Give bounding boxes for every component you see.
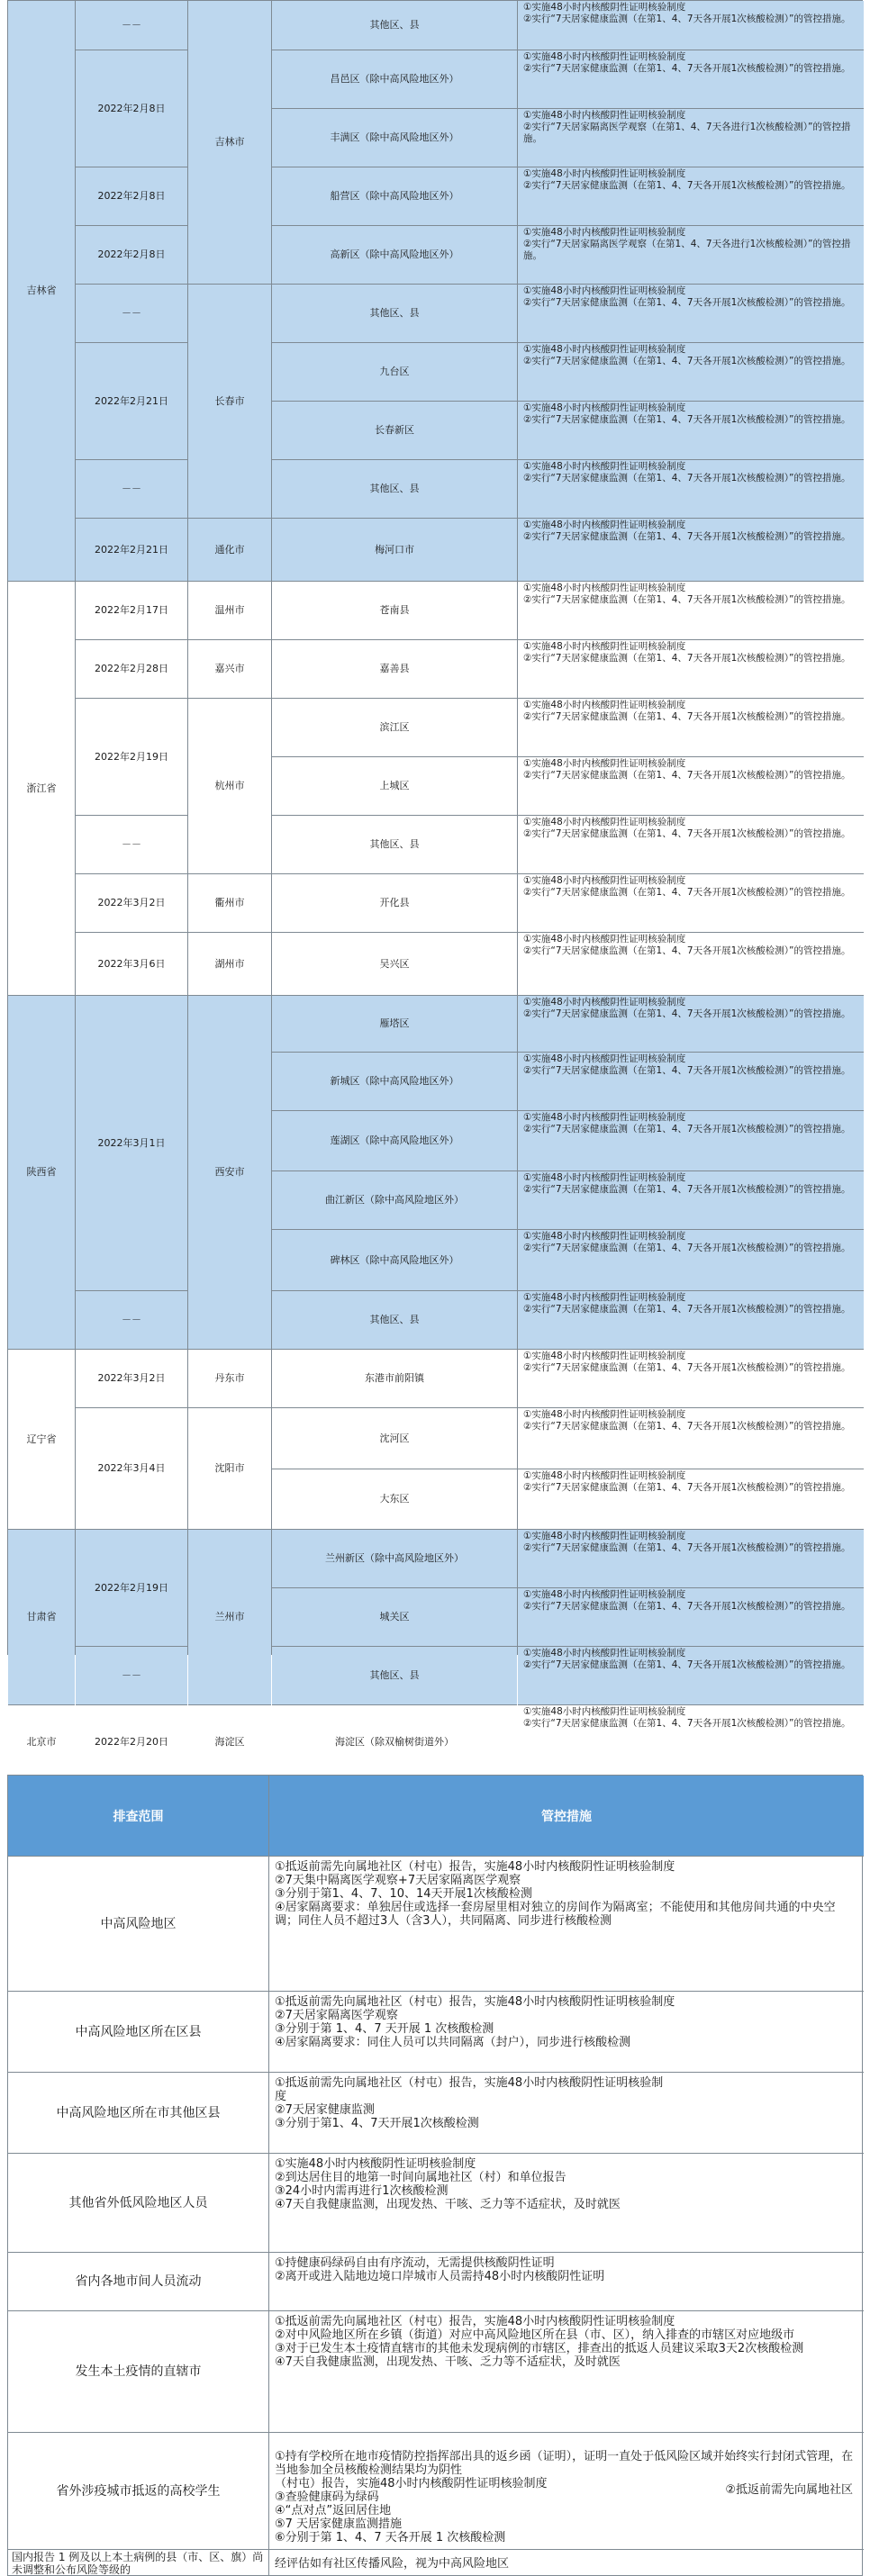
district-cell: 沈河区 (272, 1408, 517, 1469)
date-cell: 2022年2月28日 (76, 640, 187, 699)
district-cell: 九台区 (272, 343, 517, 402)
province-cell: 辽宁省 (8, 1350, 75, 1530)
district-cell: 丰满区（除中高风险地区外） (272, 109, 517, 167)
measure-cell: ①实施48小时内核酸阴性证明核验制度 ②实行“7天居家健康监测（在第1、4、7天各开展1次核酸检测）”的管控措施。 (518, 1111, 864, 1171)
district-cell: 其他区、县 (272, 1647, 517, 1705)
district-cell: 梅河口市 (272, 519, 517, 582)
province-cell: 浙江省 (8, 582, 75, 996)
date-cell: 2022年2月8日 (76, 50, 187, 167)
measure-cell: ①实施48小时内核酸阴性证明核验制度 ②实行“7天居家健康监测（在第1、4、7天各开展1次核酸检测）”的管控措施。 (518, 699, 864, 757)
district-cell: 海淀区（除双榆树街道外） (272, 1705, 517, 1779)
measure-cell: ①实施48小时内核酸阴性证明核验制度 ②实行“7天居家健康监测（在第1、4、7天各开展1次核酸检测）”的管控措施。 (518, 582, 864, 640)
city-cell: 海淀区 (188, 1705, 271, 1779)
scope-cell: 省内各地市间人员流动 (8, 2253, 269, 2311)
date-cell: 2022年3月2日 (76, 1350, 187, 1408)
measure-cell: ①实施48小时内核酸阴性证明核验制度 ②实行“7天居家健康监测（在第1、4、7天各开展1次核酸检测）”的管控措施。 (518, 1350, 864, 1408)
city-cell: 长春市 (188, 285, 271, 519)
date-cell: －－ (76, 1291, 187, 1350)
date-cell: 2022年2月17日 (76, 582, 187, 640)
city-cell: 通化市 (188, 519, 271, 582)
district-cell: 其他区、县 (272, 1, 517, 50)
province-column (8, 1, 76, 1748)
measure-cell: ①实施48小时内核酸阴性证明核验制度 ②实行“7天居家健康监测（在第1、4、7天各开展1次核酸检测）”的管控措施。 (518, 1469, 864, 1530)
measure-cell: ①实施48小时内核酸阴性证明核验制度 ②实行“7天居家健康监测（在第1、4、7天各开展1次核酸检测）”的管控措施。 (518, 640, 864, 699)
city-cell: 吉林市 (188, 1, 271, 285)
district-cell: 其他区、县 (272, 1291, 517, 1350)
measure-column (518, 1, 864, 1729)
measure-cell: ①实施48小时内核酸阴性证明核验制度 ②实行“7天居家健康监测（在第1、4、7天各开展1次核酸检测）”的管控措施。 (518, 1408, 864, 1469)
date-cell: －－ (76, 285, 187, 343)
measure-cell: ①实施48小时内核酸阴性证明核验制度 ②实行“7天居家健康监测（在第1、4、7天各开展1次核酸检测）”的管控措施。 (518, 285, 864, 343)
date-cell: －－ (76, 1647, 187, 1705)
measure-cell: ①实施48小时内核酸阴性证明核验制度 ②实行“7天居家健康监测（在第1、4、7天各开展1次核酸检测）”的管控措施。 (518, 757, 864, 816)
district-cell: 开化县 (272, 874, 517, 933)
measure-cell: ①实施48小时内核酸阴性证明核验制度 ②实行“7天居家健康监测（在第1、4、7天各开展1次核酸检测）”的管控措施。 (518, 343, 864, 402)
district-column (272, 1, 518, 1748)
measure-cell: ①实施48小时内核酸阴性证明核验制度 ②实行“7天居家健康监测（在第1、4、7天各开展1次核酸检测）”的管控措施。 (518, 933, 864, 996)
date-column (76, 1, 188, 1748)
district-cell: 东港市前阳镇 (272, 1350, 517, 1408)
measure-aside: ②抵返前需先向属地社区 (725, 2483, 853, 2497)
measure-cell: ①实施48小时内核酸阴性证明核验制度 ②实行“7天居家健康监测（在第1、4、7天各开展1次核酸检测）”的管控措施。 (518, 1530, 864, 1588)
district-cell: 城关区 (272, 1588, 517, 1647)
district-cell: 长春新区 (272, 402, 517, 460)
date-cell: 2022年2月8日 (76, 167, 187, 226)
date-cell: 2022年2月21日 (76, 519, 187, 582)
city-cell: 温州市 (188, 582, 271, 640)
province-cell: 北京市 (8, 1705, 75, 1779)
date-cell: 2022年2月21日 (76, 343, 187, 460)
scope-cell: 省外涉疫城市抵返的高校学生 (8, 2433, 269, 2550)
measure-cell: ①抵返前需先向属地社区（村屯）报告，实施48小时内核酸阴性证明核验制 度 ②7天居家健康监测 ③分别于第1、4、7天开展1次核酸检测 (269, 2073, 864, 2154)
measure-cell: ①实施48小时内核酸阴性证明核验制度 ②实行“7天居家健康监测（在第1、4、7天各开展1次核酸检测）”的管控措施。 (518, 1291, 864, 1350)
date-cell: 2022年3月2日 (76, 874, 187, 933)
district-cell: 船营区（除中高风险地区外） (272, 167, 517, 226)
city-cell: 丹东市 (188, 1350, 271, 1408)
date-cell: 2022年2月19日 (76, 1530, 187, 1647)
district-cell: 新城区（除中高风险地区外） (272, 1053, 517, 1111)
district-cell: 苍南县 (272, 582, 517, 640)
district-cell: 滨江区 (272, 699, 517, 757)
district-cell: 大东区 (272, 1469, 517, 1530)
date-cell: －－ (76, 460, 187, 519)
measure-cell: ①实施48小时内核酸阴性证明核验制度 ②实行“7天居家健康监测（在第1、4、7天各开展1次核酸检测）”的管控措施。 (518, 816, 864, 874)
measure-cell: ①抵返前需先向属地社区（村屯）报告，实施48小时内核酸阴性证明核验制度 ②对中风险地区所在乡镇（街道）对应中高风险地区所在县（市、区），纳入排查的市辖区对应地级市 ③对于已发生本土疫情直辖市的其他未发现病例的市辖区，排查出的抵返人员建议采取3天2次核酸检测 ④7天自我健康监测，出现发热、干咳、乏力等不适症状，及时就医 (269, 2311, 864, 2433)
city-cell: 杭州市 (188, 699, 271, 874)
measure-cell: ①实施48小时内核酸阴性证明核验制度 ②实行“7天居家健康监测（在第1、4、7天各开展1次核酸检测）”的管控措施。 (518, 402, 864, 460)
date-cell: 2022年2月19日 (76, 699, 187, 816)
district-cell: 碑林区（除中高风险地区外） (272, 1230, 517, 1291)
city-cell: 兰州市 (188, 1530, 271, 1705)
scope-cell: 发生本土疫情的直辖市 (8, 2311, 269, 2433)
measure-cell: ①实施48小时内核酸阴性证明核验制度 ②实行“7天居家健康监测（在第1、4、7天各开展1次核酸检测）”的管控措施。 (518, 1171, 864, 1230)
date-cell: 2022年3月4日 (76, 1408, 187, 1530)
date-cell: －－ (76, 816, 187, 874)
measures-header: 管控措施 (269, 1776, 864, 1857)
province-cell: 甘肃省 (8, 1530, 75, 1705)
measure-cell: ①实施48小时内核酸阴性证明核验制度 ②实行“7天居家隔离医学观察（在第1、4、7天各进行1次核酸检测）”的管控措施。 (518, 226, 864, 285)
screening-table (7, 1775, 863, 2576)
measure-cell: 经评估如有社区传播风险，视为中高风险地区 (275, 2557, 510, 2571)
scope-cell: 其他省外低风险地区人员 (8, 2154, 269, 2253)
district-cell: 上城区 (272, 757, 517, 816)
measure-cell: ①实施48小时内核酸阴性证明核验制度 ②实行“7天居家健康监测（在第1、4、7天各开展1次核酸检测）”的管控措施。 (518, 1705, 864, 1779)
city-column (188, 1, 272, 1748)
measure-cell: ①持健康码绿码自由有序流动，无需提供核酸阴性证明 ②离开或进入陆地边境口岸城市人员需持48小时内核酸阴性证明 (269, 2253, 864, 2311)
province-cell: 吉林省 (8, 1, 75, 582)
district-cell: 雁塔区 (272, 996, 517, 1053)
scope-cell: 中高风险地区所在区县 (8, 1992, 269, 2073)
city-cell: 沈阳市 (188, 1408, 271, 1530)
district-cell: 其他区、县 (272, 816, 517, 874)
measure-cell: ①抵返前需先向属地社区（村屯）报告，实施48小时内核酸阴性证明核验制度 ②7天集中隔离医学观察+7天居家隔离医学观察 ③分别于第1、4、7、10、14天开展1次核酸检测 ④居家隔离要求：单独居住或选择一套房屋里相对独立的房间作为隔离室；不能使用和其他房间共通的中央空调；同住人员不超过3人（含3人），共同隔离、同步进行核酸检测 (269, 1857, 864, 1992)
city-cell: 衢州市 (188, 874, 271, 933)
date-cell: 2022年3月6日 (76, 933, 187, 996)
district-cell: 高新区（除中高风险地区外） (272, 226, 517, 285)
city-cell: 湖州市 (188, 933, 271, 996)
city-cell: 嘉兴市 (188, 640, 271, 699)
province-cell: 陕西省 (8, 996, 75, 1350)
measure-cell: ①实施48小时内核酸阴性证明核验制度 ②实行“7天居家健康监测（在第1、4、7天各开展1次核酸检测）”的管控措施。 (518, 1230, 864, 1291)
district-cell: 莲湖区（除中高风险地区外） (272, 1111, 517, 1171)
district-cell: 吴兴区 (272, 933, 517, 996)
measure-cell (269, 2433, 864, 2550)
date-cell: 2022年2月8日 (76, 226, 187, 285)
measure-cell: ①实施48小时内核酸阴性证明核验制度 ②实行“7天居家健康监测（在第1、4、7天各开展1次核酸检测）”的管控措施。 (518, 1, 864, 50)
measure-cell: ①实施48小时内核酸阴性证明核验制度 ②实行“7天居家健康监测（在第1、4、7天各开展1次核酸检测）”的管控措施。 (518, 1588, 864, 1647)
scope-header: 排查范围 (8, 1776, 269, 1857)
scope-cell: 国内报告 1 例及以上本土病例的县（市、区、旗）尚未调整和公布风险等级的 (8, 2550, 269, 2576)
date-cell: 2022年3月1日 (76, 996, 187, 1291)
measure-cell: ①实施48小时内核酸阴性证明核验制度 ②实行“7天居家健康监测（在第1、4、7天各开展1次核酸检测）”的管控措施。 (518, 1053, 864, 1111)
measure-cell: ①实施48小时内核酸阴性证明核验制度 ②实行“7天居家健康监测（在第1、4、7天各开展1次核酸检测）”的管控措施。 (518, 1647, 864, 1705)
measure-cell: ①实施48小时内核酸阴性证明核验制度 ②实行“7天居家健康监测（在第1、4、7天各开展1次核酸检测）”的管控措施。 (518, 519, 864, 582)
district-cell: 曲江新区（除中高风险地区外） (272, 1171, 517, 1230)
measure-cell: ①实施48小时内核酸阴性证明核验制度 ②实行“7天居家健康监测（在第1、4、7天各开展1次核酸检测）”的管控措施。 (518, 167, 864, 226)
district-cell: 嘉善县 (272, 640, 517, 699)
measure-cell: ①实施48小时内核酸阴性证明核验制度 ②实行“7天居家健康监测（在第1、4、7天各开展1次核酸检测）”的管控措施。 (518, 996, 864, 1053)
measure-cell: ①实施48小时内核酸阴性证明核验制度 ②实行“7天居家健康监测（在第1、4、7天各开展1次核酸检测）”的管控措施。 (518, 460, 864, 519)
measure-cell: ①实施48小时内核酸阴性证明核验制度 ②到达居住目的地第一时间向属地社区（村）和单位报告 ③24小时内需再进行1次核酸检测 ④7天自我健康监测，出现发热、干咳、乏力等不适症状，及时就医 (269, 2154, 864, 2253)
measure-text: ①持有学校所在地市疫情防控指挥部出具的返乡函（证明），证明一直处于低风险区域并始终实行封闭式管理，在当地参加全员核酸检测结果均为阴性 （村屯）报告，实施48小时内核酸阴性证明核验制度 ③查验健康码为绿码 ④“点对点”返回居住地 ⑤7 天居家健康监测措施 ⑥分别于第 1、4、7 天各开展 1 次核酸检测 (275, 2450, 854, 2544)
measure-cell: ①抵返前需先向属地社区（村屯）报告，实施48小时内核酸阴性证明核验制度 ②7天居家隔离医学观察 ③分别于第 1、4、7 天开展 1 次核酸检测 ④居家隔离要求：同住人员可以共同隔离（封户），同步进行核酸检测 (269, 1992, 864, 2073)
district-cell: 昌邑区（除中高风险地区外） (272, 50, 517, 109)
date-cell: 2022年2月20日 (76, 1705, 187, 1779)
district-cell: 其他区、县 (272, 460, 517, 519)
district-cell: 其他区、县 (272, 285, 517, 343)
measure-cell: ①实施48小时内核酸阴性证明核验制度 ②实行“7天居家健康监测（在第1、4、7天各开展1次核酸检测）”的管控措施。 (518, 50, 864, 109)
measure-cell: ①实施48小时内核酸阴性证明核验制度 ②实行“7天居家健康监测（在第1、4、7天各开展1次核酸检测）”的管控措施。 (518, 874, 864, 933)
risk-area-table (7, 0, 863, 1748)
date-cell: －－ (76, 1, 187, 50)
scope-cell: 中高风险地区所在市其他区县 (8, 2073, 269, 2154)
scope-cell: 中高风险地区 (8, 1857, 269, 1992)
city-cell: 西安市 (188, 996, 271, 1350)
measure-cell: ①实施48小时内核酸阴性证明核验制度 ②实行“7天居家隔离医学观察（在第1、4、7天各进行1次核酸检测）”的管控措施。 (518, 109, 864, 167)
district-cell: 兰州新区（除中高风险地区外） (272, 1530, 517, 1588)
